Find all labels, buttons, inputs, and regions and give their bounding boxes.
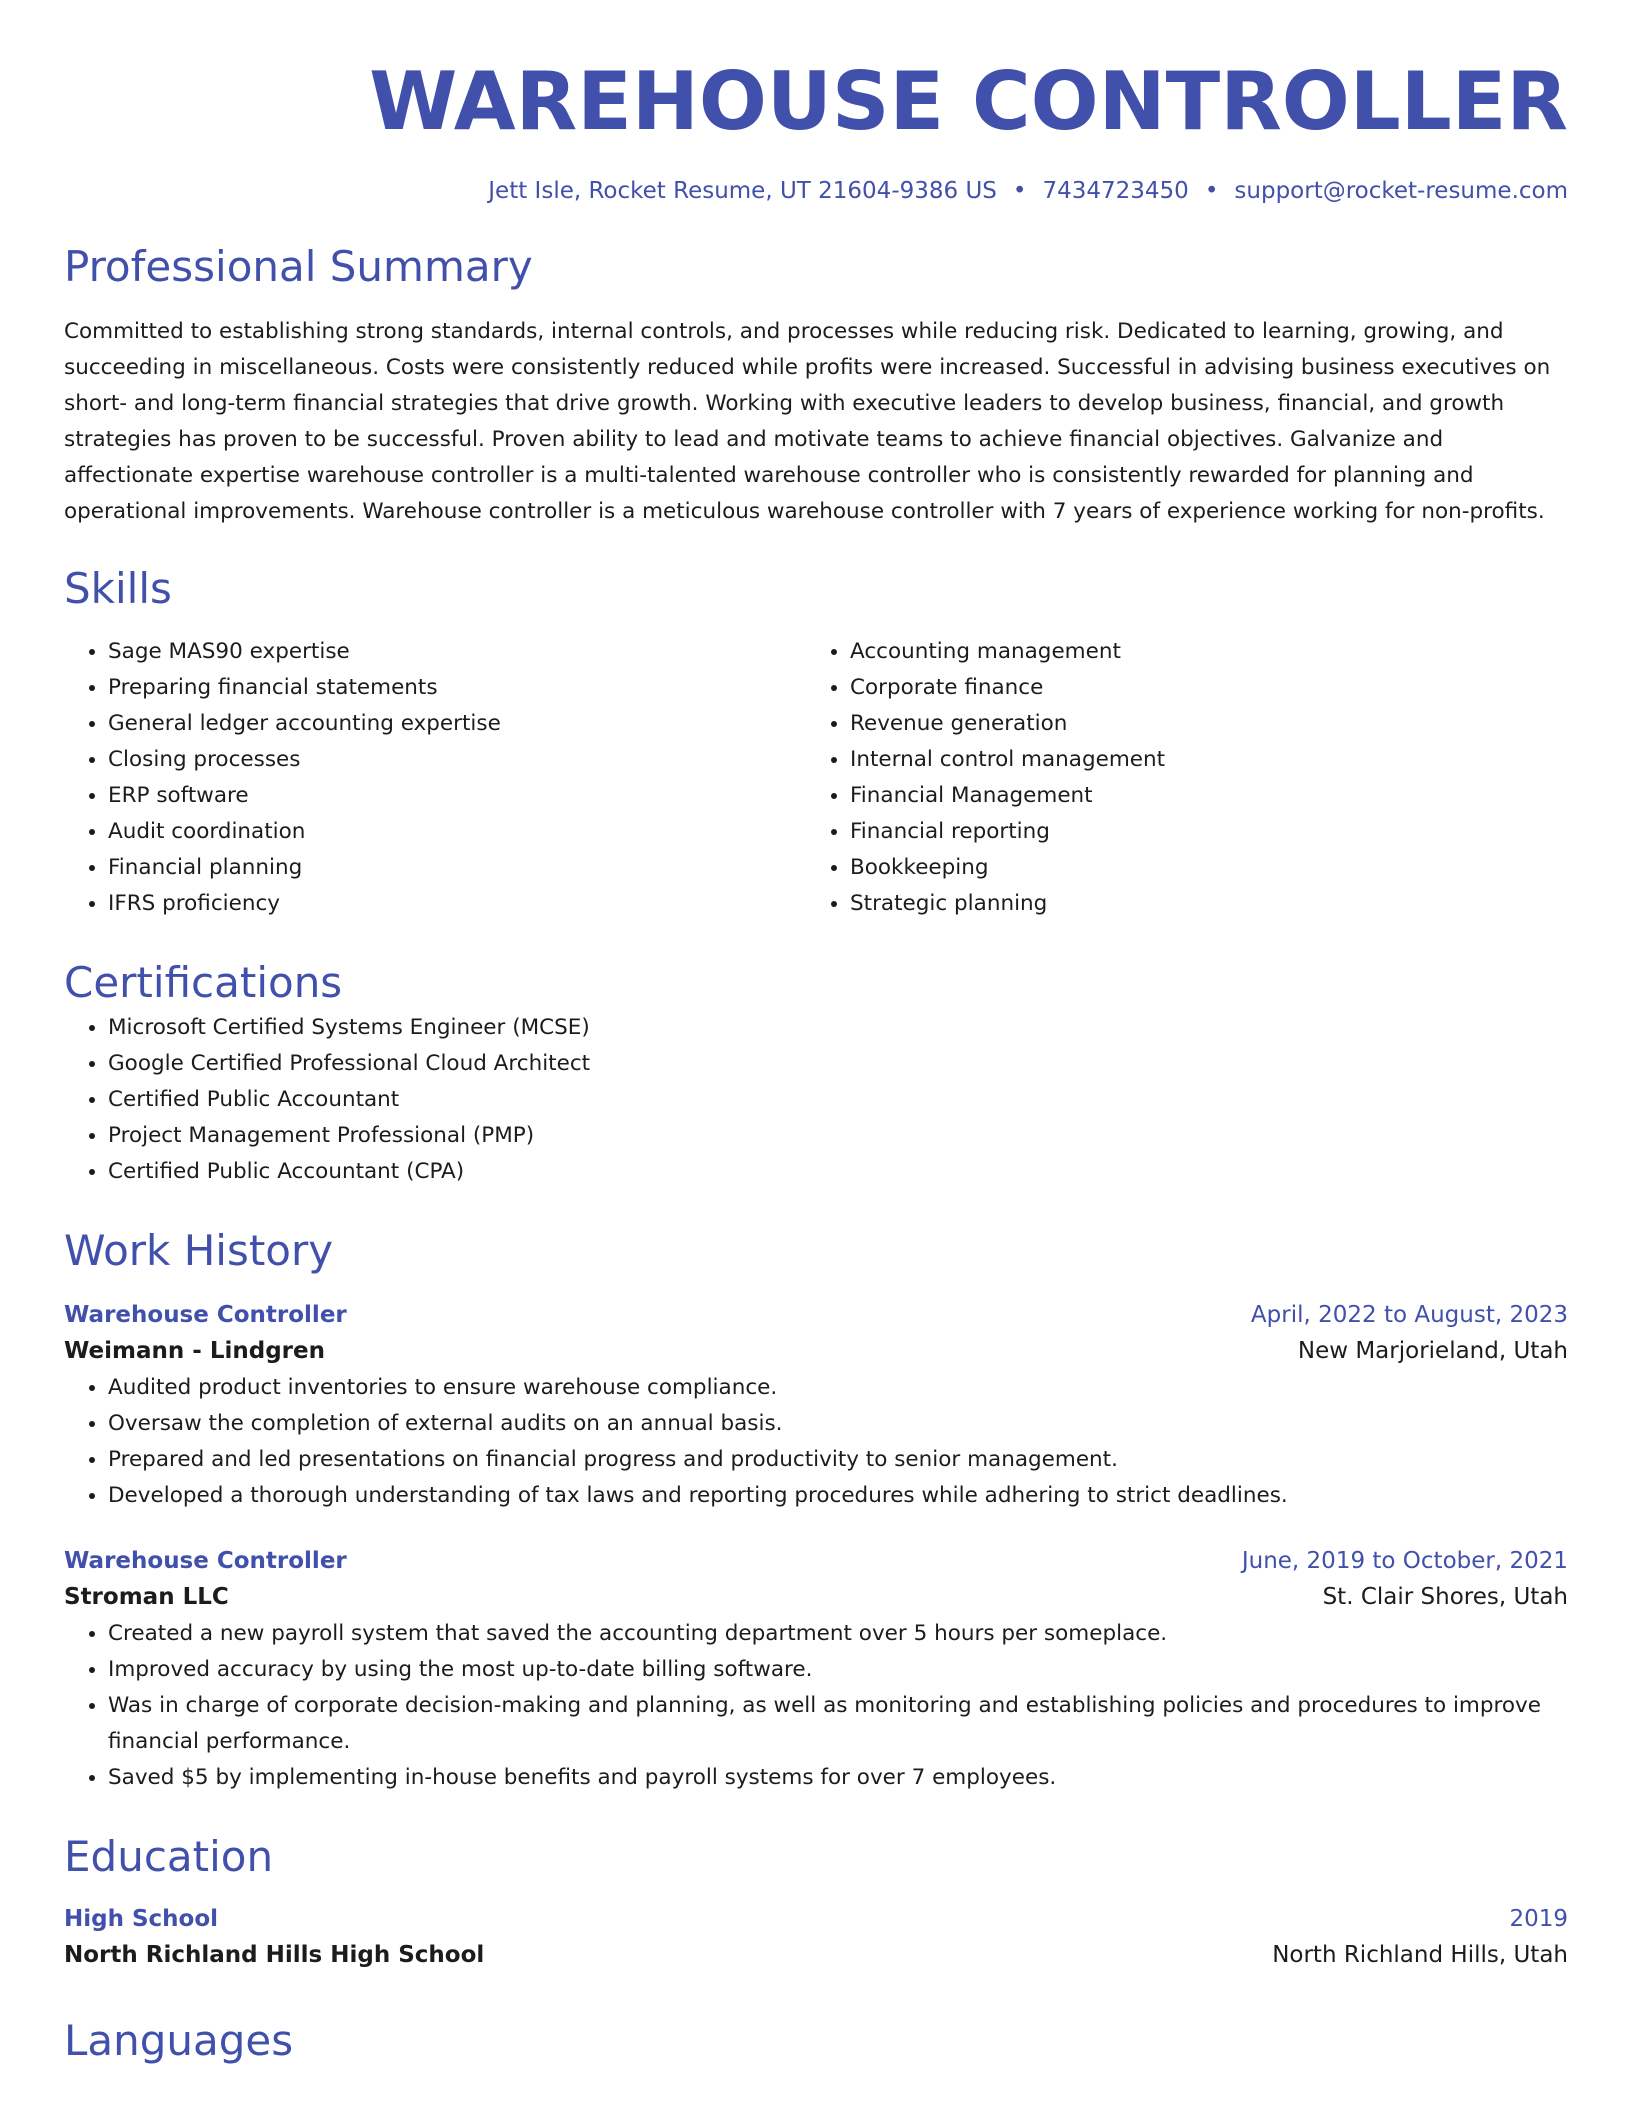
job-bullet: • Prepared and led presentations on financial progress and productivity to senior management. <box>108 1442 1568 1478</box>
job-company-row <box>64 1578 1568 1616</box>
education-year: 2019 <box>1509 1906 1568 1932</box>
job-location: St. Clair Shores, Utah <box>1322 1584 1568 1610</box>
summary-heading: Professional Summary <box>64 242 533 291</box>
job-company: Stroman LLC <box>64 1584 229 1610</box>
job-dates: June, 2019 to October, 2021 <box>1241 1548 1568 1574</box>
job-header-row <box>64 1544 1568 1578</box>
skill-item: • Financial reporting <box>850 814 1548 850</box>
languages-heading: Languages <box>64 2016 294 2065</box>
summary-text: Committed to establishing strong standards, internal controls, and processes while reducing risk. Dedicated to learning, growing, and succeeding in miscellaneous. Costs were consistently reduced while profits were increased. Successful in advising business executives on short- and long-term financial strategies that drive growth. Working with executive leaders to develop business, financial, and growth strategies has proven to be successful. Proven ability to lead and motivate teams to achieve financial objectives. Galvanize and affectionate expertise warehouse controller is a multi-talented warehouse controller who is consistently rewarded for planning and operational improvements. Warehouse controller is a meticulous warehouse controller with 7 years of experience working for non-profits. <box>64 319 1551 524</box>
skill-item: • IFRS proficiency <box>108 886 806 922</box>
job-bullet: • Developed a thorough understanding of tax laws and reporting procedures while adhering to strict deadlines. <box>108 1478 1568 1514</box>
job-location: New Marjorieland, Utah <box>1297 1338 1568 1364</box>
work-history-heading: Work History <box>64 1226 334 1275</box>
job-bullet: • Created a new payroll system that saved the accounting department over 5 hours per someplace. <box>108 1616 1568 1652</box>
education-entry <box>64 1902 1568 1974</box>
skills-heading: Skills <box>64 564 172 613</box>
skill-item: • Corporate finance <box>850 670 1548 706</box>
job-company: Weimann - Lindgren <box>64 1338 325 1364</box>
skill-item: • General ledger accounting expertise <box>108 706 806 742</box>
job-bullet: • Oversaw the completion of external audits on an annual basis. <box>108 1406 1568 1442</box>
contact-phone[interactable]: 7434723450 <box>1042 178 1189 204</box>
skills-column-right <box>806 634 1548 922</box>
certification-item: • Microsoft Certified Systems Engineer (MCSE) <box>108 1010 1568 1046</box>
contact-address: Jett Isle, Rocket Resume, UT 21604-9386 US <box>488 178 997 204</box>
job-company-row <box>64 1332 1568 1370</box>
skill-item: • Closing processes <box>108 742 806 778</box>
education-school-row <box>64 1936 1568 1974</box>
certifications-list <box>64 1010 1568 1190</box>
job-bullet: • Audited product inventories to ensure warehouse compliance. <box>108 1370 1568 1406</box>
skill-item: • Strategic planning <box>850 886 1548 922</box>
skills-columns <box>64 634 1568 922</box>
skill-item: • Financial Management <box>850 778 1548 814</box>
job-bullets <box>64 1616 1568 1796</box>
contact-email[interactable]: support@rocket-resume.com <box>1234 178 1568 204</box>
job-entry <box>64 1298 1568 1514</box>
job-dates: April, 2022 to August, 2023 <box>1250 1302 1568 1328</box>
education-header-row <box>64 1902 1568 1936</box>
certification-item: • Google Certified Professional Cloud Architect <box>108 1046 1568 1082</box>
contact-line <box>64 176 1568 206</box>
education-school: North Richland Hills High School <box>64 1942 485 1968</box>
skill-item: • ERP software <box>108 778 806 814</box>
job-bullets <box>64 1370 1568 1514</box>
skill-item: • Financial planning <box>108 850 806 886</box>
certification-item: • Certified Public Accountant (CPA) <box>108 1154 1568 1190</box>
resume-name: WAREHOUSE CONTROLLER <box>369 55 1568 148</box>
skills-column-left <box>64 634 806 922</box>
skills-list-left <box>64 634 806 922</box>
skills-list-right <box>806 634 1548 922</box>
job-bullet: • Was in charge of corporate decision-making and planning, as well as monitoring and establishing policies and procedures to improve financial performance. <box>108 1688 1568 1760</box>
job-entry <box>64 1544 1568 1796</box>
job-title: Warehouse Controller <box>64 1548 347 1574</box>
certification-item: • Project Management Professional (PMP) <box>108 1118 1568 1154</box>
contact-separator: • <box>1012 178 1027 204</box>
contact-separator: • <box>1204 178 1219 204</box>
education-heading: Education <box>64 1832 274 1881</box>
job-bullet: • Saved $5 by implementing in-house benefits and payroll systems for over 7 employees. <box>108 1760 1568 1796</box>
skill-item: • Revenue generation <box>850 706 1548 742</box>
job-title: Warehouse Controller <box>64 1302 347 1328</box>
job-bullet: • Improved accuracy by using the most up-to-date billing software. <box>108 1652 1568 1688</box>
skill-item: • Accounting management <box>850 634 1548 670</box>
skill-item: • Audit coordination <box>108 814 806 850</box>
skill-item: • Bookkeeping <box>850 850 1548 886</box>
education-degree: High School <box>64 1906 219 1932</box>
certification-item: • Certified Public Accountant <box>108 1082 1568 1118</box>
education-location: North Richland Hills, Utah <box>1272 1942 1568 1968</box>
skill-item: • Preparing financial statements <box>108 670 806 706</box>
skill-item: • Internal control management <box>850 742 1548 778</box>
certifications-heading: Certifications <box>64 958 343 1007</box>
job-header-row <box>64 1298 1568 1332</box>
skill-item: • Sage MAS90 expertise <box>108 634 806 670</box>
